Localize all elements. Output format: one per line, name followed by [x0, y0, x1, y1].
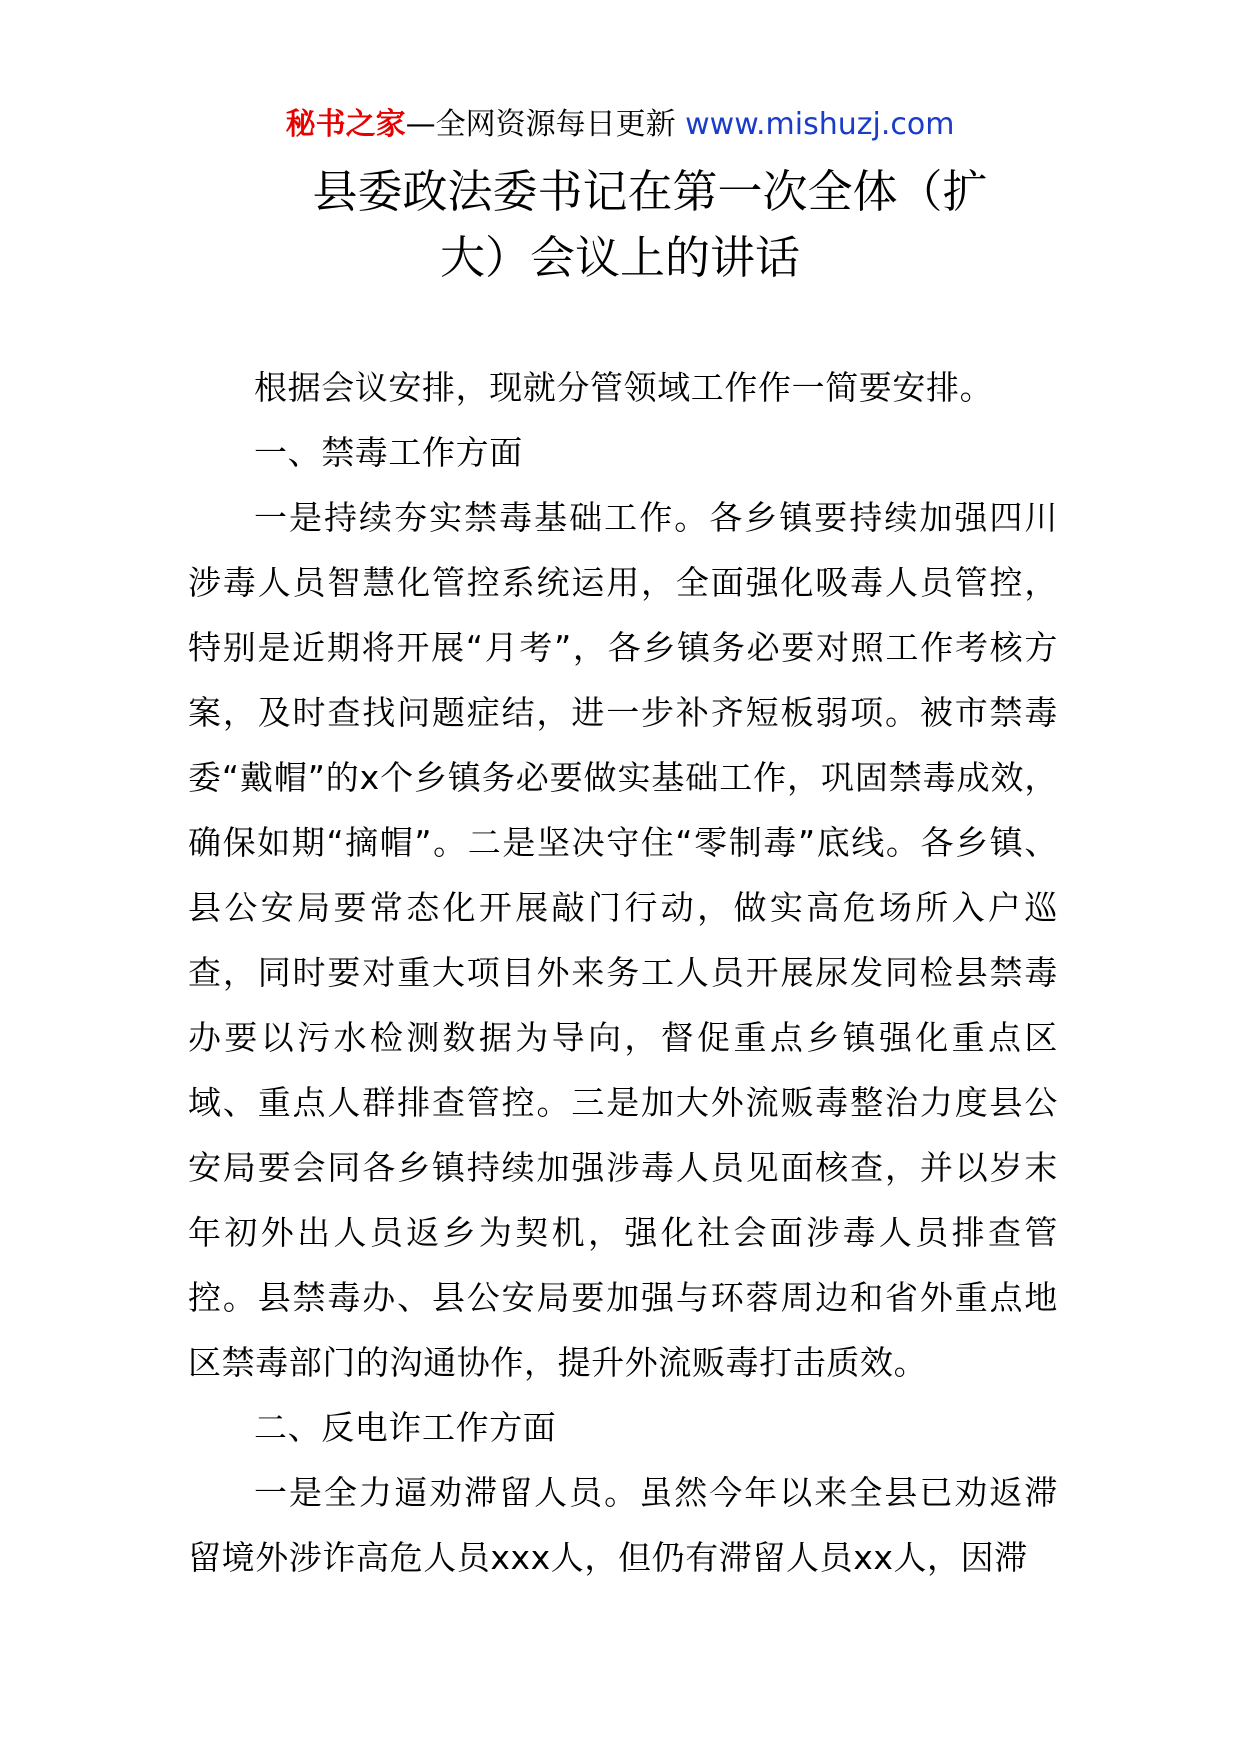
site-tagline: —全网资源每日更新	[405, 107, 676, 142]
paragraph-anti-fraud: 一是全力逼劝滞留人员。虽然今年以来全县已劝返滞留境外涉诈高危人员xxx人，但仍有滞留人员xx人，因滞	[188, 1473, 1058, 1577]
section-heading-anti-fraud: 二、反电诈工作方面	[254, 1408, 557, 1447]
paragraph-intro: 根据会议安排，现就分管领域工作作一简要安排。	[254, 368, 994, 407]
document-title-line-2: 大）会议上的讲话	[439, 231, 800, 284]
site-url-link[interactable]: www.mishuzj.com	[685, 107, 955, 142]
document-body	[188, 355, 1058, 1590]
site-brand: 秘书之家	[285, 107, 406, 142]
document-title-line-1: 县委政法委书记在第一次全体（扩	[312, 165, 988, 218]
site-header	[0, 100, 1240, 150]
section-heading-drug-control: 一、禁毒工作方面	[254, 433, 523, 472]
paragraph-drug-control: 一是持续夯实禁毒基础工作。各乡镇要持续加强四川涉毒人员智慧化管控系统运用，全面强化吸毒人员管控，特别是近期将开展“月考”，各乡镇务必要对照工作考核方案，及时查找问题症结，进一步补齐短板弱项。被市禁毒委“戴帽”的x个乡镇务必要做实基础工作，巩固禁毒成效，确保如期“摘帽”。二是坚决守住“零制毒”底线。各乡镇、县公安局要常态化开展敲门行动，做实高危场所入户巡查，同时要对重大项目外来务工人员开展尿发同检县禁毒办要以污水检测数据为导向，督促重点乡镇强化重点区域、重点人群排查管控。三是加大外流贩毒整治力度县公安局要会同各乡镇持续加强涉毒人员见面核查，并以岁末年初外出人员返乡为契机，强化社会面涉毒人员排查管控。县禁毒办、县公安局要加强与环蓉周边和省外重点地区禁毒部门的沟通协作，提升外流贩毒打击质效。	[188, 498, 1058, 1382]
